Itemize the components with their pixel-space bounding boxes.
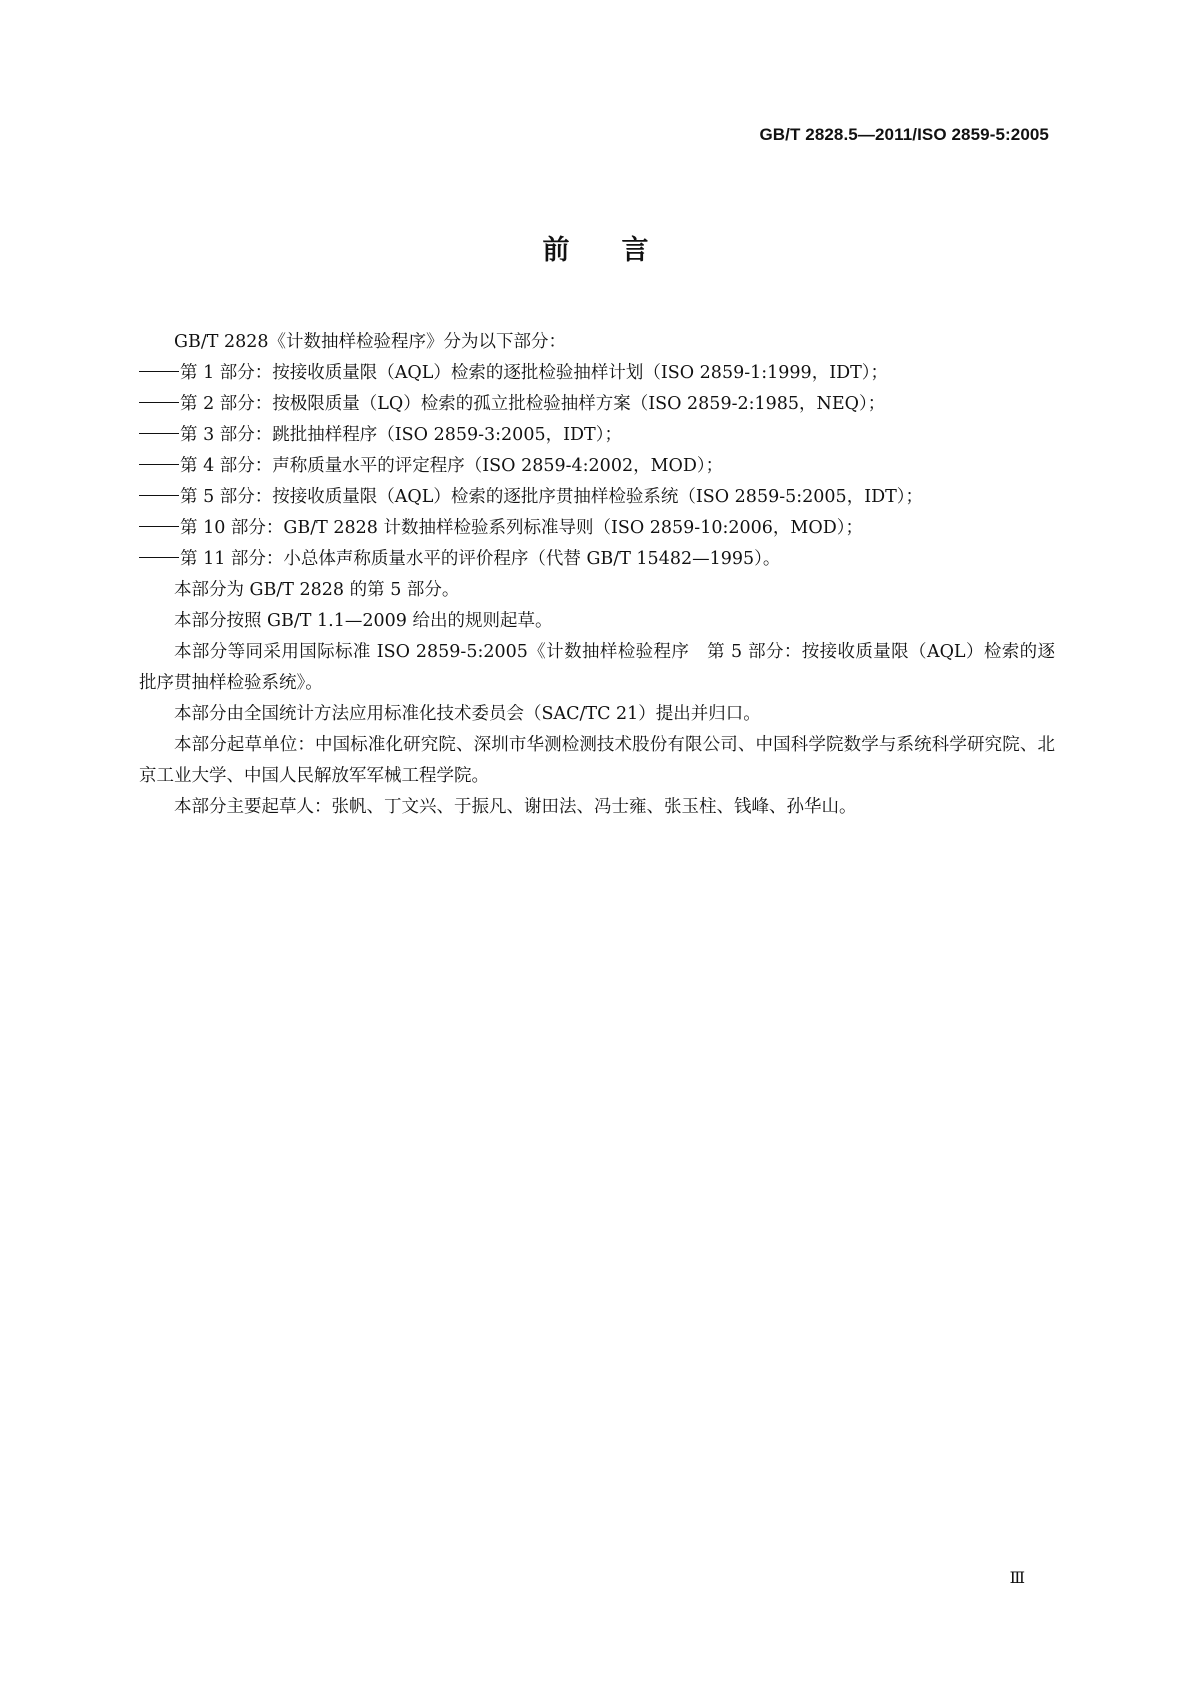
list-item-text: 第 2 部分：按极限质量（LQ）检索的孤立批检验抽样方案（ISO 2859-2:1985，NEQ）； [180, 394, 886, 414]
body-paragraph: 本部分等同采用国际标准 ISO 2859-5:2005《计数抽样检验程序 第 5 部分：按接收质量限（AQL）检索的逐批序贯抽样检验系统》。 [139, 642, 1055, 693]
list-item-text: 第 11 部分：小总体声称质量水平的评价程序（代替 GB/T 15482—1995）。 [180, 549, 781, 569]
foreword-body [139, 327, 1055, 823]
list-item [139, 544, 1055, 575]
list-item-text: 第 1 部分：按接收质量限（AQL）检索的逐批检验抽样计划（ISO 2859-1:1999，IDT）； [180, 363, 889, 383]
body-paragraph: 本部分由全国统计方法应用标准化技术委员会（SAC/TC 21）提出并归口。 [174, 704, 761, 724]
list-item-text: 第 4 部分：声称质量水平的评定程序（ISO 2859-4:2002，MOD）； [180, 456, 724, 476]
page-number: Ⅲ [1009, 1568, 1025, 1587]
list-item [139, 451, 1055, 482]
body-paragraph: 本部分主要起草人：张帆、丁文兴、于振凡、谢田法、冯士雍、张玉柱、钱峰、孙华山。 [174, 797, 857, 817]
list-item [139, 420, 1055, 451]
dash-mark [139, 526, 179, 527]
dash-mark [139, 402, 179, 403]
dash-mark [139, 557, 179, 558]
list-item-text: 第 5 部分：按接收质量限（AQL）检索的逐批序贯抽样检验系统（ISO 2859-5:2005，IDT）； [180, 487, 924, 507]
list-item [139, 389, 1055, 420]
body-paragraph: 本部分起草单位：中国标准化研究院、深圳市华测检测技术股份有限公司、中国科学院数学与系统科学研究院、北京工业大学、中国人民解放军军械工程学院。 [139, 735, 1055, 786]
list-item [139, 513, 1055, 544]
list-item-text: 第 3 部分：跳批抽样程序（ISO 2859-3:2005，IDT）； [180, 425, 622, 445]
dash-mark [139, 495, 179, 496]
list-item [139, 358, 1055, 389]
body-paragraph: 本部分按照 GB/T 1.1—2009 给出的规则起草。 [174, 611, 553, 631]
dash-mark [139, 433, 179, 434]
dash-mark [139, 464, 179, 465]
dash-mark [139, 371, 179, 372]
page-title: 前言 [542, 235, 701, 266]
list-item [139, 482, 1055, 513]
list-item-text: 第 10 部分：GB/T 2828 计数抽样检验系列标准导则（ISO 2859-10:2006，MOD）； [180, 518, 863, 538]
body-paragraph: 本部分为 GB/T 2828 的第 5 部分。 [174, 580, 460, 600]
standard-code: GB/T 2828.5—2011/ISO 2859-5:2005 [759, 125, 1049, 144]
intro-paragraph: GB/T 2828《计数抽样检验程序》分为以下部分： [174, 332, 567, 352]
